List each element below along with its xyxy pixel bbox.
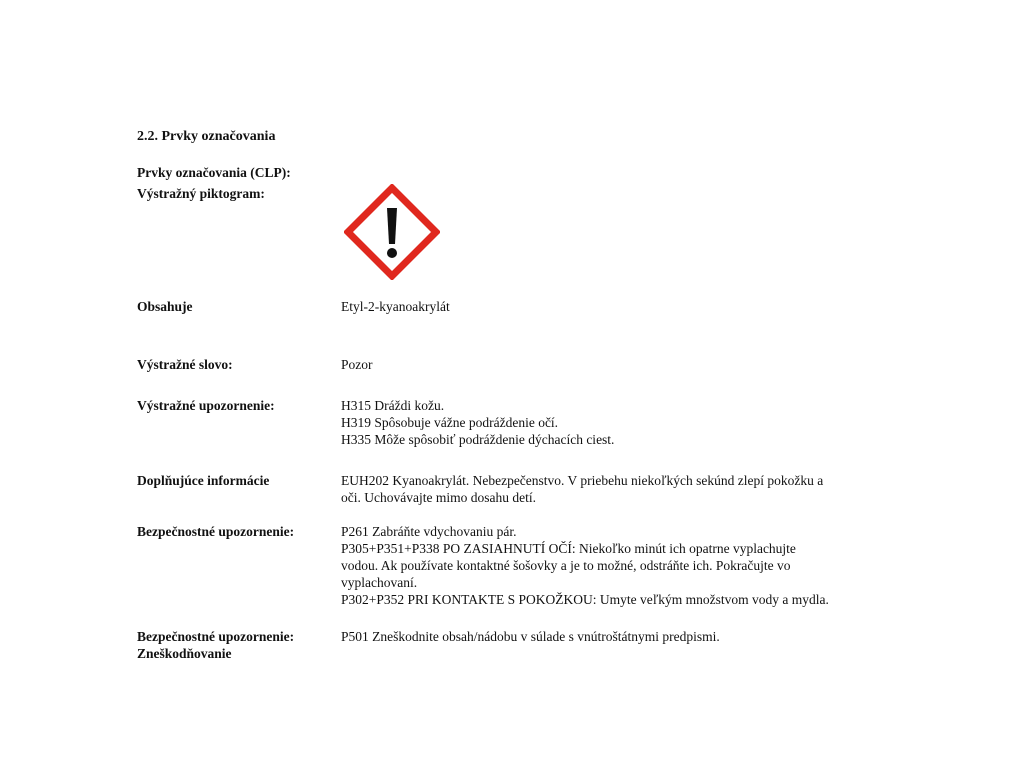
precaution-statements [341, 523, 901, 608]
supplemental-info [341, 472, 901, 506]
ghs07-exclamation-mark-icon [344, 184, 440, 280]
contains-label: Obsahuje [137, 299, 193, 314]
hazard-label: Výstražné upozornenie: [137, 398, 275, 413]
precaution-statement: P261 Zabráňte vdychovaniu pár. [341, 524, 517, 539]
signal-word-label: Výstražné slovo: [137, 357, 233, 372]
disposal-label-line: Bezpečnostné upozornenie: [137, 629, 295, 644]
disposal-value: P501 Zneškodnite obsah/nádobu v súlade s vnútroštátnymi predpismi. [341, 629, 720, 644]
disposal-label-line: Zneškodňovanie [137, 646, 232, 661]
section-title: 2.2. Prvky označovania [137, 129, 276, 144]
disposal-label [137, 628, 294, 662]
contains-value: Etyl-2-kyanoakrylát [341, 299, 450, 314]
precaution-statement: P302+P352 PRI KONTAKTE S POKOŽKOU: Umyte veľkým množstvom vody a mydla. [341, 592, 829, 607]
precaution-statement: vyplachovaní. [341, 575, 418, 590]
precaution-statement: P305+P351+P338 PO ZASIAHNUTÍ OČÍ: Niekoľko minút ich opatrne vyplachujte [341, 541, 796, 556]
precaution-label: Bezpečnostné upozornenie: [137, 524, 295, 539]
hazard-statements [341, 397, 901, 448]
clp-label: Prvky označovania (CLP): [137, 165, 291, 180]
pictogram-label: Výstražný piktogram: [137, 186, 265, 201]
signal-word-value: Pozor [341, 357, 373, 372]
hazard-statement: H335 Môže spôsobiť podráždenie dýchacích ciest. [341, 432, 615, 447]
supplemental-label: Doplňujúce informácie [137, 473, 270, 488]
hazard-statement: H319 Spôsobuje vážne podráždenie očí. [341, 415, 559, 430]
supplemental-line: EUH202 Kyanoakrylát. Nebezpečenstvo. V priebehu niekoľkých sekúnd zlepí pokožku a [341, 473, 824, 488]
hazard-statement: H315 Dráždi kožu. [341, 398, 445, 413]
precaution-statement: vodou. Ak používate kontaktné šošovky a je to možné, odstráňte ich. Pokračujte vo [341, 558, 791, 573]
supplemental-line: oči. Uchovávajte mimo dosahu detí. [341, 490, 536, 505]
